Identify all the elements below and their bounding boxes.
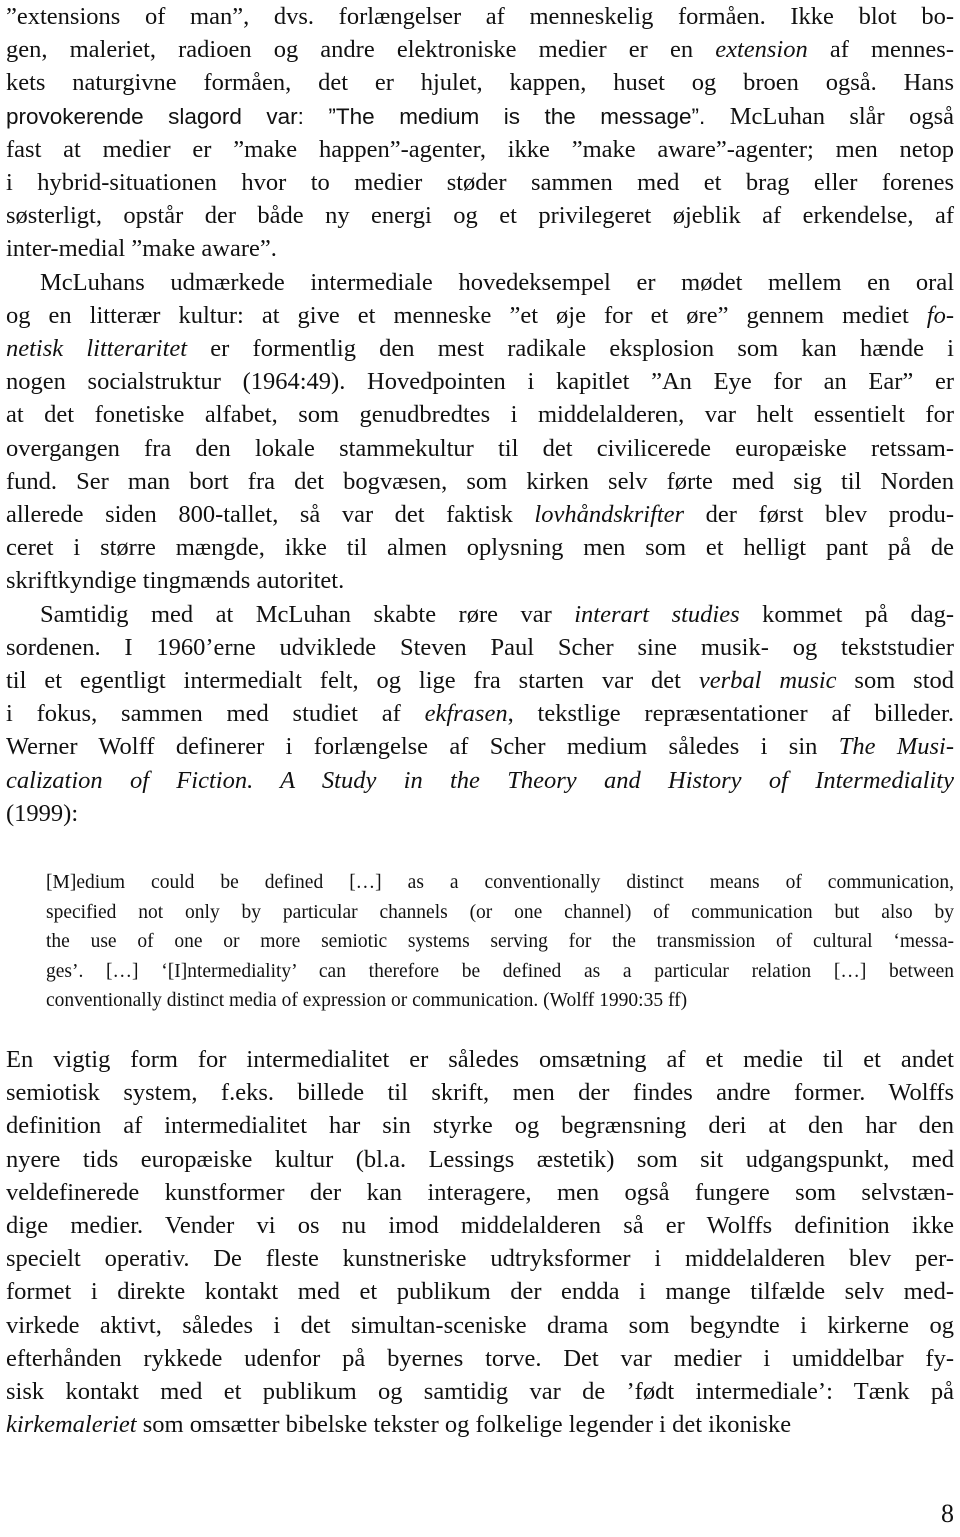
text-line xyxy=(6,1375,954,1408)
quote-line xyxy=(46,927,954,956)
text-run: til et egentligt intermedialt felt, og lige fra starten var det xyxy=(6,667,699,694)
text-line xyxy=(6,1275,954,1308)
text-line xyxy=(6,730,954,763)
text-line xyxy=(6,398,954,431)
text-run: fund. Ser man bort fra det bogvæsen, som kirken selv førte med sig til Norden xyxy=(6,467,954,495)
sans-text: provokerende slagord var: ”The medium is the message”. xyxy=(6,103,706,129)
text-run: i fokus, sammen med studiet af xyxy=(6,700,425,728)
text-line xyxy=(6,1242,954,1275)
text-run: dige medier. Vender vi os nu imod middelalderen så er Wolffs definition ikke xyxy=(6,1212,954,1239)
text-run: søsterligt, opstår der både ny energi og et privilegeret øjeblik af erkendelse, af xyxy=(6,202,954,230)
text-run: at det fonetiske alfabet, som genudbredtes i middelalderen, var helt essentielt for xyxy=(6,401,954,429)
text-line xyxy=(6,1309,954,1342)
page-number: 8 xyxy=(941,1499,954,1528)
text-line xyxy=(6,1143,954,1176)
text-run: nyere tids europæiske kultur (bl.a. Lessings æstetik) som sit udgangspunkt, med xyxy=(6,1145,954,1173)
text-run: som stod xyxy=(836,667,955,694)
text-run: the use of one or more semiotic systems serving for the transmission of cultural ‘messa- xyxy=(46,931,954,952)
text-run: skriftkyndige tingmænds autoritet. xyxy=(6,567,345,595)
text-line xyxy=(6,66,954,99)
text-line xyxy=(6,1176,954,1209)
italic-text: extension xyxy=(715,36,808,64)
text-line xyxy=(6,631,954,664)
text-run: som omsætter bibelske tekster og folkelige legender i det ikoniske xyxy=(136,1411,792,1439)
text-line xyxy=(6,0,954,33)
text-line xyxy=(6,199,954,232)
text-run: sordenen. I 1960’erne udviklede Steven Paul Scher sine musik- og tekststudier xyxy=(6,633,954,661)
italic-text: fo- xyxy=(926,301,954,329)
text-line xyxy=(6,332,954,365)
text-run: [M]edium could be defined […] as a conventionally distinct means of communication, xyxy=(46,872,954,893)
text-run: conventionally distinct media of expression or communication. (Wolff 1990:35 ff) xyxy=(46,990,688,1011)
text-run: semiotisk system, f.eks. billede til skrift, men der findes andre former. Wolffs xyxy=(6,1079,954,1107)
text-run: kets naturgivne formåen, det er hjulet, kappen, huset og broen også. Hans xyxy=(6,69,954,97)
text-line xyxy=(6,564,954,597)
text-line xyxy=(6,1408,954,1441)
text-run: i hybrid-situationen hvor to medier støder sammen med et brag eller forenes xyxy=(6,169,954,196)
text-line xyxy=(6,1076,954,1109)
text-run: specielt operativ. De fleste kunstneriske udtryksformer i middelalderen blev per- xyxy=(6,1245,954,1273)
text-run: og en litterær kultur: at give et menneske ”et øje for et øre” gennem mediet xyxy=(6,301,927,329)
text-line xyxy=(6,365,954,398)
text-run: Samtidig med at McLuhan skabte røre var xyxy=(40,600,575,628)
text-run: allerede siden 800-tallet, så var det faktisk xyxy=(6,501,535,528)
text-run: ”extensions of man”, dvs. forlængelser af menneskelig formåen. Ikke blot bo- xyxy=(6,3,954,30)
text-run: En vigtig form for intermedialitet er således omsætning af et medie til et andet xyxy=(6,1046,954,1073)
text-line xyxy=(6,100,954,133)
quote-line xyxy=(46,986,954,1015)
text-run: efterhånden rykkede udenfor på byernes torve. Det var medier i umiddelbar fy- xyxy=(6,1344,954,1372)
text-run: fast at medier er ”make happen”-agenter, ikke ”make aware”-agenter; men netop xyxy=(6,135,954,163)
text-line xyxy=(6,697,954,730)
text-line xyxy=(6,133,954,166)
text-run: gen, maleriet, radioen og andre elektroniske medier er en xyxy=(6,36,716,64)
text-line xyxy=(6,432,954,465)
italic-text: lovhåndskrifter xyxy=(534,501,685,528)
text-run: inter-medial ”make aware”. xyxy=(6,235,277,263)
text-line xyxy=(6,498,954,531)
text-line xyxy=(40,598,954,631)
text-line xyxy=(6,465,954,498)
text-line xyxy=(6,1209,954,1242)
italic-text: calization of Fiction. A Study in the Theory and History of Intermediality xyxy=(6,766,954,794)
text-line xyxy=(6,166,954,199)
italic-text: verbal music xyxy=(698,667,837,694)
text-line xyxy=(6,764,954,797)
text-run: McLuhans udmærkede intermediale hovedeksempel er mødet mellem en oral xyxy=(40,268,954,296)
text-run: (1999): xyxy=(6,799,79,827)
text-run: formet i direkte kontakt med et publikum der endda i mange tilfælde selv med- xyxy=(6,1278,954,1306)
text-run: McLuhan slår også xyxy=(705,102,954,130)
text-run: overgangen fra den lokale stammekultur til det civilicerede europæiske retssam- xyxy=(6,434,954,462)
text-run: virkede aktivt, således i det simultan-sceniske drama som begyndte i kirkerne og xyxy=(6,1311,954,1339)
quote-line xyxy=(46,868,954,897)
italic-text: kirkemaleriet xyxy=(6,1411,137,1439)
text-run: Werner Wolff definerer i forlængelse af Scher medium således i sin xyxy=(6,733,839,761)
text-run: definition af intermedialitet har sin styrke og begrænsning deri at den har den xyxy=(6,1112,954,1140)
text-run: veldefinerede kunstformer der kan interagere, men også fungere som selvstæn- xyxy=(6,1178,954,1206)
text-run: kommet på dag- xyxy=(739,600,955,628)
text-line xyxy=(6,531,954,564)
text-run: ges’. […] ‘[I]ntermediality’ can therefore be defined as a particular relation […] between xyxy=(46,961,954,982)
text-line xyxy=(6,1043,954,1076)
italic-text: netisk litteraritet xyxy=(6,335,188,362)
italic-text: The Musi- xyxy=(838,733,954,761)
text-run: sisk kontakt med et publikum og samtidig var de ’født intermediale’: Tænk på xyxy=(6,1378,954,1405)
text-run: specified not only by particular channels (or one channel) of communication but also by xyxy=(46,902,954,923)
text-run: nogen socialstruktur (1964:49). Hovedpointen i kapitlet ”An Eye for an Ear” er xyxy=(6,368,954,396)
text-run: er formentlig den mest radikale eksplosion som kan hænde i xyxy=(187,335,954,362)
text-line xyxy=(40,266,954,299)
italic-text: ekfrasen xyxy=(424,700,508,728)
text-run: der først blev produ- xyxy=(684,501,954,528)
text-line xyxy=(6,1342,954,1375)
quote-line xyxy=(46,898,954,927)
text-line xyxy=(6,1109,954,1142)
text-line xyxy=(6,797,954,830)
text-line xyxy=(6,33,954,66)
text-line xyxy=(6,299,954,332)
quote-line xyxy=(46,957,954,986)
text-line xyxy=(6,232,954,265)
italic-text: interart studies xyxy=(574,600,740,628)
text-run: ceret i større mængde, ikke til almen oplysning men som et helligt pant på de xyxy=(6,534,954,562)
text-run: af mennes- xyxy=(807,36,954,64)
text-run: , tekstlige repræsentationer af billeder. xyxy=(507,700,954,728)
text-line xyxy=(6,664,954,697)
